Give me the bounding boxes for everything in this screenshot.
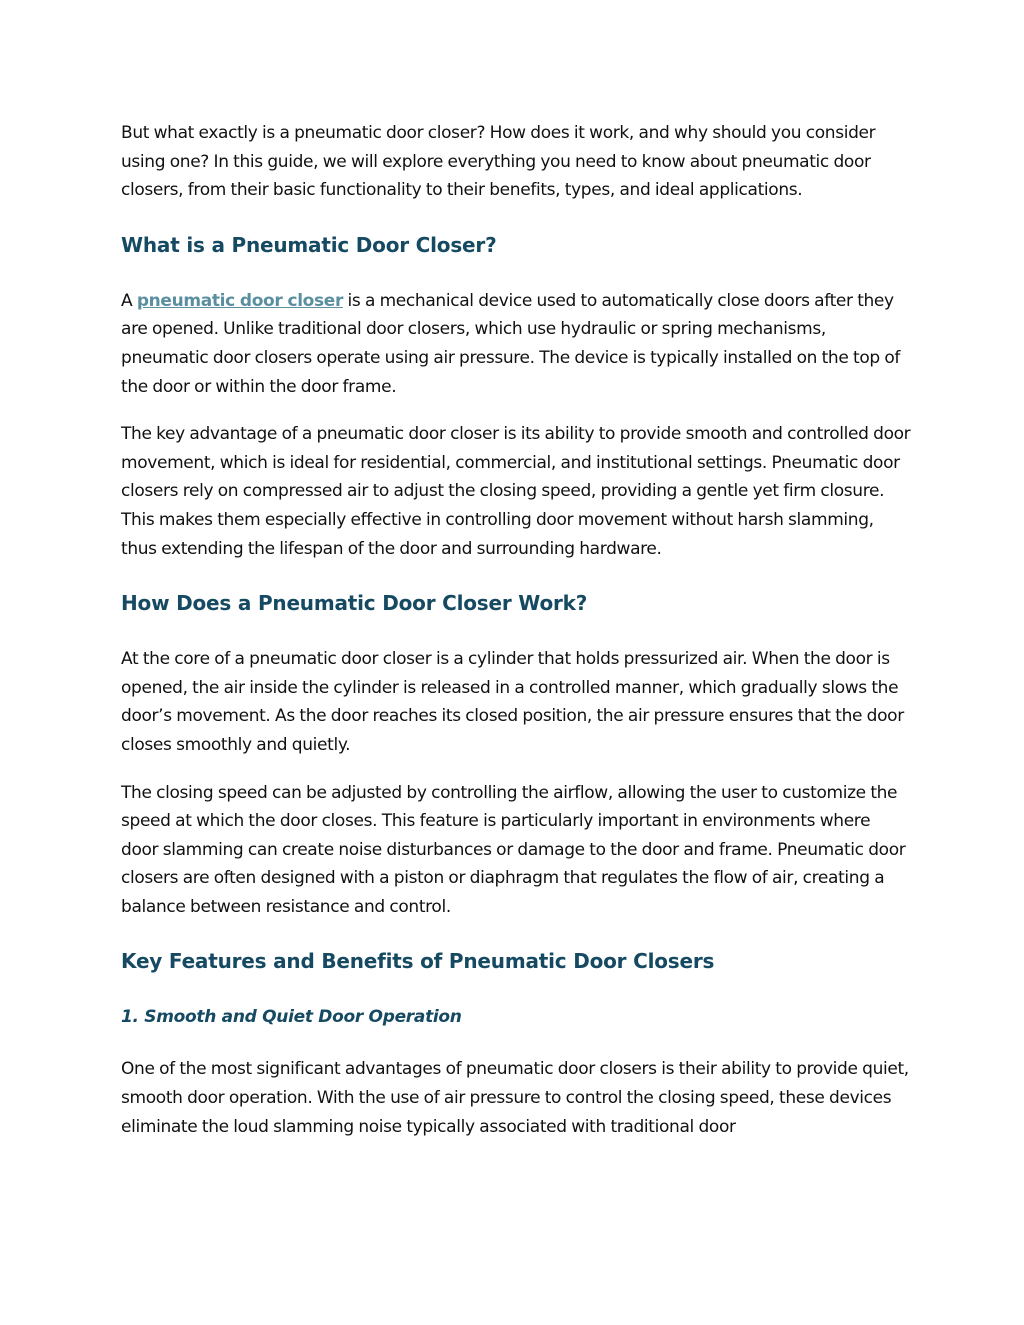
document-page	[121, 119, 911, 1160]
definition-rest: is a mechanical device used to automatically close doors after they are opened. Unlike traditional door closers, which use hydraulic or spring mechanisms, pneumatic door closers operate using air pressure. The device is typically installed on the top of the door or within the door frame.	[121, 290, 901, 397]
key-advantage-paragraph: The key advantage of a pneumatic door closer is its ability to provide smooth and controlled door movement, which is ideal for residential, commercial, and institutional settings. Pneumatic door closers rely on compressed air to adjust the closing speed, providing a gentle yet firm closure. This makes them especially effective in controlling door movement without harsh slamming, thus extending the lifespan of the door and surrounding hardware.	[121, 424, 911, 559]
pneumatic-door-closer-link[interactable]: pneumatic door closer	[136, 290, 343, 311]
section-heading-what-is: What is a Pneumatic Door Closer?	[121, 232, 497, 257]
section-heading-how-works: How Does a Pneumatic Door Closer Work?	[121, 591, 588, 616]
definition-paragraph	[121, 287, 911, 401]
definition-prefix: A	[121, 290, 137, 311]
core-cylinder-paragraph: At the core of a pneumatic door closer is a cylinder that holds pressurized air. When the door is opened, the air inside the cylinder is released in a controlled manner, which gradually slows the door’s movement. As the door reaches its closed position, the air pressure ensures that the door closes smoothly and quietly.	[121, 649, 904, 755]
intro-paragraph: But what exactly is a pneumatic door closer? How does it work, and why should you consider using one? In this guide, we will explore everything you need to know about pneumatic door closers, from their basic functionality to their benefits, types, and ideal applications.	[121, 123, 876, 201]
closing-speed-paragraph: The closing speed can be adjusted by controlling the airflow, allowing the user to customize the speed at which the door closes. This feature is particularly important in environments where door slamming can create noise disturbances or damage to the door and frame. Pneumatic door closers are often designed with a piston or diaphragm that regulates the flow of air, creating a balance between resistance and control.	[121, 782, 906, 917]
subheading-smooth-quiet: 1. Smooth and Quiet Door Operation	[121, 1007, 462, 1028]
smooth-quiet-paragraph: One of the most significant advantages of pneumatic door closers is their ability to provide quiet, smooth door operation. With the use of air pressure to control the closing speed, these devices eliminate the loud slamming noise typically associated with traditional door	[121, 1059, 909, 1137]
section-heading-features: Key Features and Benefits of Pneumatic Door Closers	[121, 949, 715, 974]
